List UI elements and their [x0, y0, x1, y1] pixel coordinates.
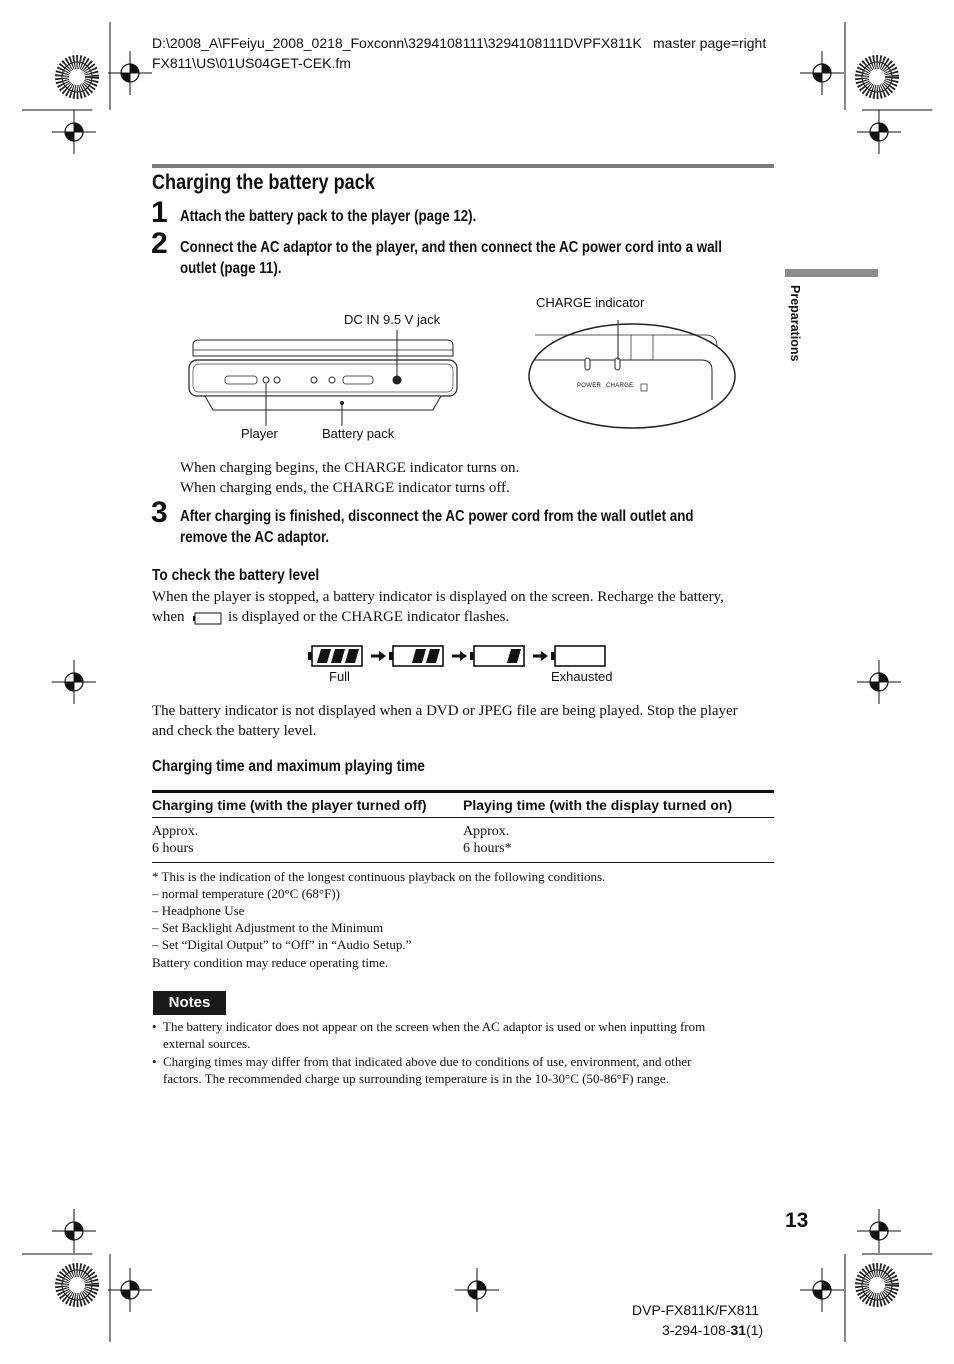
charging-time-table — [152, 790, 774, 863]
arrow-right-icon — [452, 651, 467, 661]
side-tab-label: Preparations — [788, 285, 802, 362]
full-label: Full — [329, 669, 350, 684]
note-2-line2: factors. The recommended charge up surrounding temperature is in the 10-30°C (50-86°F) range. — [163, 1071, 669, 1086]
player-label: Player — [241, 426, 278, 441]
battery-level-heading: To check the battery level — [152, 567, 320, 584]
note-1-line2: external sources. — [163, 1036, 251, 1051]
footnote-line: – normal temperature (20°C (68°F)) — [152, 886, 341, 901]
step-2-number: 2 — [151, 227, 168, 260]
battery-level-icon — [308, 646, 362, 666]
table-row — [152, 818, 774, 863]
player-illustration — [189, 330, 457, 426]
footer-code-prefix: 3-294-108- — [662, 1322, 731, 1338]
arrow-right-icon — [371, 651, 386, 661]
col1-header: Charging time (with the player turned off) — [152, 792, 463, 818]
note-2-line1: Charging times may differ from that indicated above due to conditions of use, environment, and other — [163, 1054, 692, 1069]
battery-level-icon — [551, 646, 605, 666]
step-2-text-line2: outlet (page 11). — [180, 260, 282, 277]
notes-label: Notes — [153, 991, 226, 1015]
battery-pack-label: Battery pack — [322, 426, 395, 441]
footnote-line: Battery condition may reduce operating time. — [152, 955, 389, 970]
charging-time-line2: 6 hours — [152, 841, 194, 856]
empty-battery-icon — [193, 612, 223, 626]
note-1-line1: The battery indicator does not appear on the screen when the AC adaptor is used or when inputting from — [163, 1019, 706, 1034]
battery-level-text-line2: is displayed or the CHARGE indicator flashes. — [228, 609, 510, 625]
playing-time-line1: Approx. — [463, 824, 510, 839]
footnote-line: * This is the indication of the longest continuous playback on the following conditions. — [152, 869, 606, 884]
charging-time-line1: Approx. — [152, 824, 199, 839]
zoom-power-label: POWER — [577, 383, 602, 389]
section-title: Charging the battery pack — [152, 171, 375, 194]
col2-header: Playing time (with the display turned on) — [463, 792, 774, 818]
master-page-label: master page=right — [653, 35, 767, 51]
battery-level-icon — [470, 646, 524, 666]
battery-indicator-note-line1: The battery indicator is not displayed when a DVD or JPEG file are being played. Stop the player — [152, 703, 738, 719]
exhausted-label: Exhausted — [551, 669, 613, 684]
charging-begins-text: When charging begins, the CHARGE indicator turns on. — [180, 460, 520, 476]
zoom-charge-label: CHARGE — [606, 383, 634, 389]
footnote-line: – Set “Digital Output” to “Off” in “Audio Setup.” — [152, 937, 412, 952]
note-bullet: • — [152, 1019, 157, 1034]
step-1-number: 1 — [151, 196, 168, 229]
footnote-line: – Set Backlight Adjustment to the Minimum — [152, 920, 384, 935]
playing-time-line2: 6 hours* — [463, 841, 512, 856]
footer-code-suffix: (1) — [746, 1322, 764, 1338]
step-3-text-line1: After charging is finished, disconnect the AC power cord from the wall outlet and — [180, 508, 694, 525]
footer-code-bold: 31 — [730, 1322, 747, 1338]
charge-indicator-zoom — [529, 320, 735, 428]
footer-code — [662, 1320, 763, 1340]
charging-time-heading: Charging time and maximum playing time — [152, 758, 425, 775]
dc-in-jack-label: DC IN 9.5 V jack — [344, 312, 441, 327]
battery-indicator-note-line2: and check the battery level. — [152, 723, 317, 739]
file-path-line1: D:\2008_A\FFeiyu_2008_0218_Foxconn\3294108111\3294108111DVPFX811K — [152, 35, 642, 51]
arrow-right-icon — [533, 651, 548, 661]
player-diagram — [185, 290, 745, 440]
page-number: 13 — [785, 1209, 809, 1232]
footer-model: DVP-FX811K/FX811 — [632, 1302, 760, 1318]
battery-level-text-line1: When the player is stopped, a battery indicator is displayed on the screen. Recharge the battery, — [152, 589, 724, 605]
charging-time-cell — [152, 818, 463, 863]
footnote-line: – Headphone Use — [152, 903, 245, 918]
step-3-text-line2: remove the AC adaptor. — [180, 529, 330, 546]
battery-level-text-when: when — [152, 609, 185, 625]
note-bullet: • — [152, 1054, 157, 1069]
charge-indicator-label: CHARGE indicator — [536, 295, 645, 310]
file-path-line2: FX811\US\01US04GET-CEK.fm — [152, 55, 351, 71]
side-tab-bar — [785, 269, 878, 277]
battery-level-icon — [389, 646, 443, 666]
playing-time-cell — [463, 818, 774, 863]
battery-level-sequence — [308, 643, 618, 671]
section-rule — [152, 164, 774, 168]
table-header-row — [152, 792, 774, 818]
step-1-text: Attach the battery pack to the player (page 12). — [180, 208, 477, 225]
charging-ends-text: When charging ends, the CHARGE indicator turns off. — [180, 480, 510, 496]
step-3-number: 3 — [151, 496, 168, 529]
step-2-text-line1: Connect the AC adaptor to the player, and then connect the AC power cord into a wall — [180, 239, 722, 256]
